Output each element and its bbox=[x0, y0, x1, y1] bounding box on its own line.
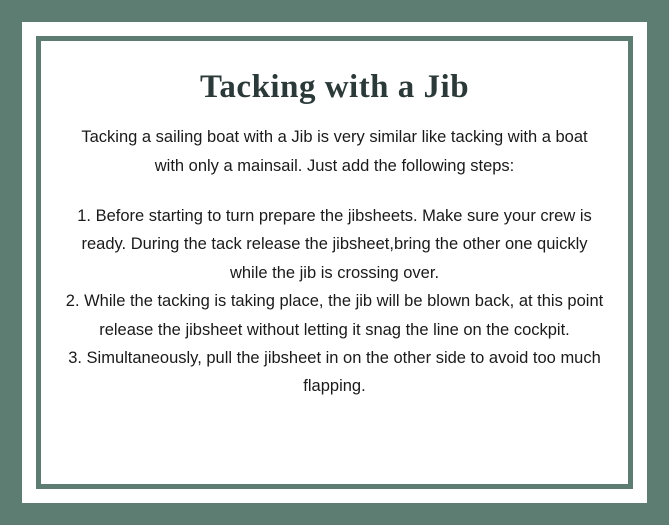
step-item-3: 3. Simultaneously, pull the jibsheet in on the other side to avoid too much flapping. bbox=[68, 348, 601, 396]
inner-green-border bbox=[36, 36, 633, 489]
document-body bbox=[65, 123, 604, 400]
paragraph-spacer bbox=[65, 180, 604, 202]
intro-paragraph: Tacking a sailing boat with a Jib is very similar like tacking with a boat with only a mainsail. Just add the following steps: bbox=[81, 128, 588, 175]
page-title: Tacking with a Jib bbox=[199, 69, 470, 105]
steps-list bbox=[65, 202, 604, 401]
step-item-1: 1. Before starting to turn prepare the jibsheets. Make sure your crew is ready. During the tack release the jibsheet,bring the other one quickly while the jib is crossing over. bbox=[77, 207, 592, 282]
step-item-2: 2. While the tacking is taking place, the jib will be blown back, at this point release the jibsheet without letting it snag the line on the cockpit. bbox=[65, 292, 604, 339]
outer-white-frame bbox=[22, 22, 647, 503]
